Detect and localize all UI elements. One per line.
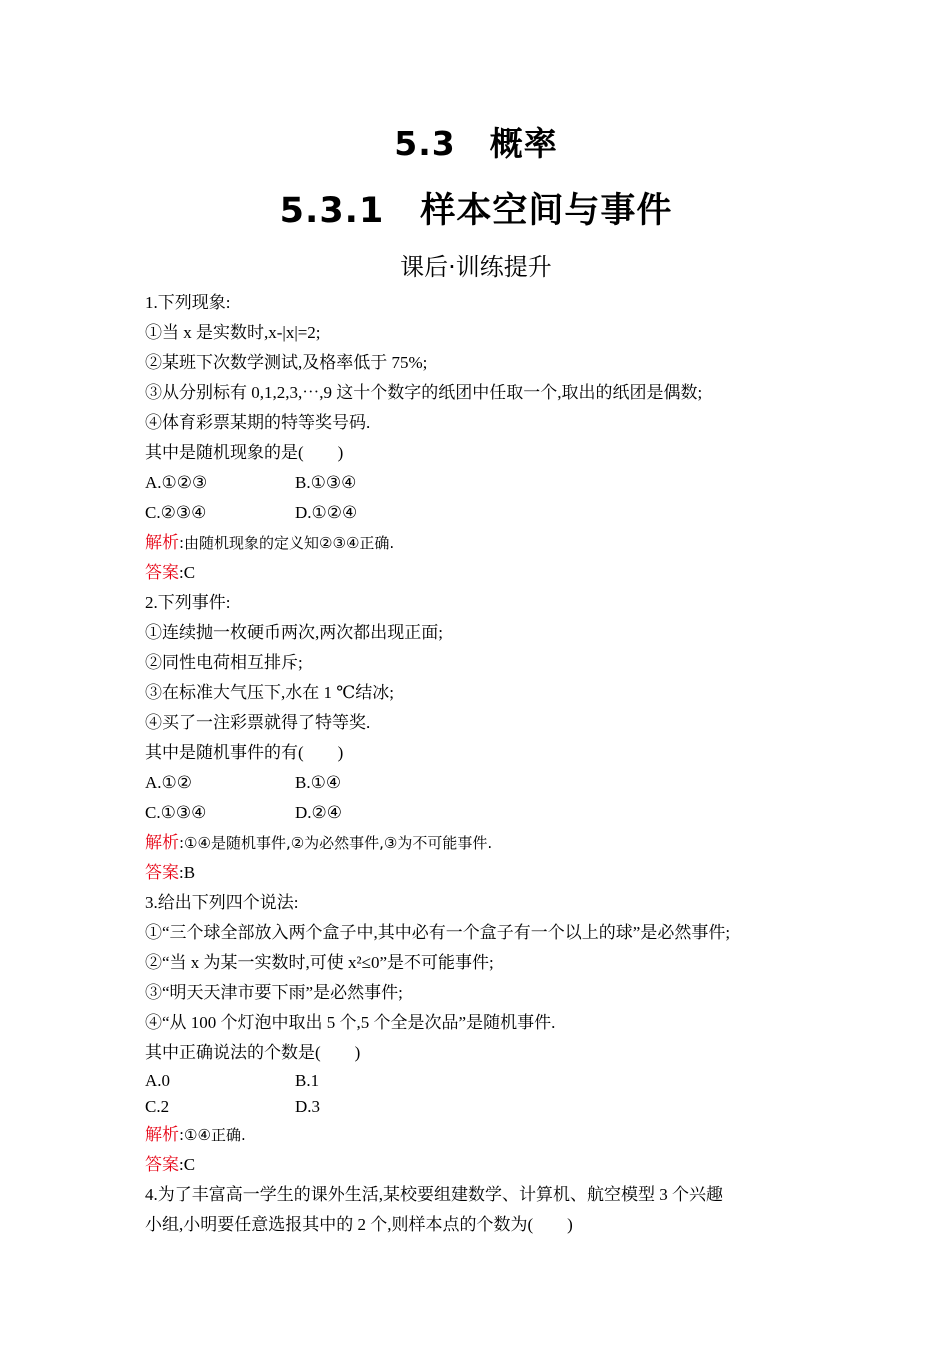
section-title: 5.3 概率 (394, 124, 558, 163)
q2-item-4: ④买了一注彩票就得了特等奖. (145, 713, 371, 732)
q1-item-1: ①当 x 是实数时,x-|x|=2; (145, 323, 321, 342)
q1-stem: 1.下列现象: (145, 293, 231, 312)
q3-stem: 3.给出下列四个说法: (145, 893, 299, 912)
q3-item-4: ④“从 100 个灯泡中取出 5 个,5 个全是次品”是随机事件. (145, 1013, 556, 1032)
q3-options-row-2 (145, 1094, 825, 1120)
q3-question: 其中正确说法的个数是( ) (145, 1043, 361, 1062)
q3-option-a: A.0 (145, 1071, 171, 1090)
q1-options-row-2 (145, 498, 825, 528)
q3-answer (145, 1150, 825, 1180)
q1-option-b: B.①③④ (295, 473, 357, 492)
q2-question: 其中是随机事件的有( ) (145, 743, 344, 762)
q1-answer (145, 558, 825, 588)
q3-option-d: D.3 (295, 1097, 321, 1116)
q1-item-4: ④体育彩票某期的特等奖号码. (145, 413, 371, 432)
q2-options-row-2 (145, 798, 825, 828)
answer-label: 答案 (145, 1155, 179, 1174)
q1-option-a: A.①②③ (145, 473, 208, 492)
q2-item-1: ①连续抛一枚硬币两次,两次都出现正面; (145, 623, 443, 642)
q2-analysis (145, 828, 825, 858)
answer-text: :B (179, 863, 196, 882)
q1-option-d: D.①②④ (295, 503, 358, 522)
q2-item-2: ②同性电荷相互排斥; (145, 653, 303, 672)
q2-option-b: B.①④ (295, 773, 342, 792)
q2-options-row-1 (145, 768, 825, 798)
q2-option-a: A.①② (145, 773, 193, 792)
answer-label: 答案 (145, 863, 179, 882)
answer-label: 答案 (145, 563, 179, 582)
answer-text: :C (179, 563, 196, 582)
q2-option-c: C.①③④ (145, 803, 207, 822)
q3-analysis (145, 1120, 825, 1150)
q2-answer (145, 858, 825, 888)
content (145, 288, 825, 1240)
q2-item-3: ③在标准大气压下,水在 1 ℃结冰; (145, 683, 394, 702)
q3-item-3: ③“明天天津市要下雨”是必然事件; (145, 983, 403, 1002)
q1-question: 其中是随机现象的是( ) (145, 443, 344, 462)
q3-item-2: ②“当 x 为某一实数时,可使 x²≤0”是不可能事件; (145, 953, 494, 972)
q3-options-row-1 (145, 1068, 825, 1094)
analysis-text: :①④是随机事件,②为必然事件,③为不可能事件. (179, 834, 493, 852)
q1-analysis (145, 528, 825, 558)
q3-option-c: C.2 (145, 1097, 170, 1116)
analysis-label: 解析 (145, 833, 179, 852)
q3-item-1: ①“三个球全部放入两个盒子中,其中必有一个盒子有一个以上的球”是必然事件; (145, 923, 731, 942)
q1-options-row-1 (145, 468, 825, 498)
analysis-label: 解析 (145, 1125, 179, 1144)
q3-option-b: B.1 (295, 1071, 320, 1090)
q1-option-c: C.②③④ (145, 503, 207, 522)
q1-item-2: ②某班下次数学测试,及格率低于 75%; (145, 353, 428, 372)
analysis-label: 解析 (145, 533, 179, 552)
answer-text: :C (179, 1155, 196, 1174)
q2-option-d: D.②④ (295, 803, 343, 822)
q4-stem-line-1: 4.为了丰富高一学生的课外生活,某校要组建数学、计算机、航空模型 3 个兴趣 (145, 1185, 723, 1204)
q2-stem: 2.下列事件: (145, 593, 231, 612)
analysis-text: :①④正确. (179, 1126, 246, 1144)
q4-stem-line-2: 小组,小明要任意选报其中的 2 个,则样本点的个数为( ) (145, 1215, 573, 1234)
q1-item-3: ③从分别标有 0,1,2,3,⋯,9 这十个数字的纸团中任取一个,取出的纸团是偶数; (145, 383, 703, 402)
exercise-label: 课后·训练提升 (400, 253, 552, 281)
analysis-text: :由随机现象的定义知②③④正确. (179, 534, 395, 552)
subsection-title: 5.3.1 样本空间与事件 (279, 191, 673, 231)
